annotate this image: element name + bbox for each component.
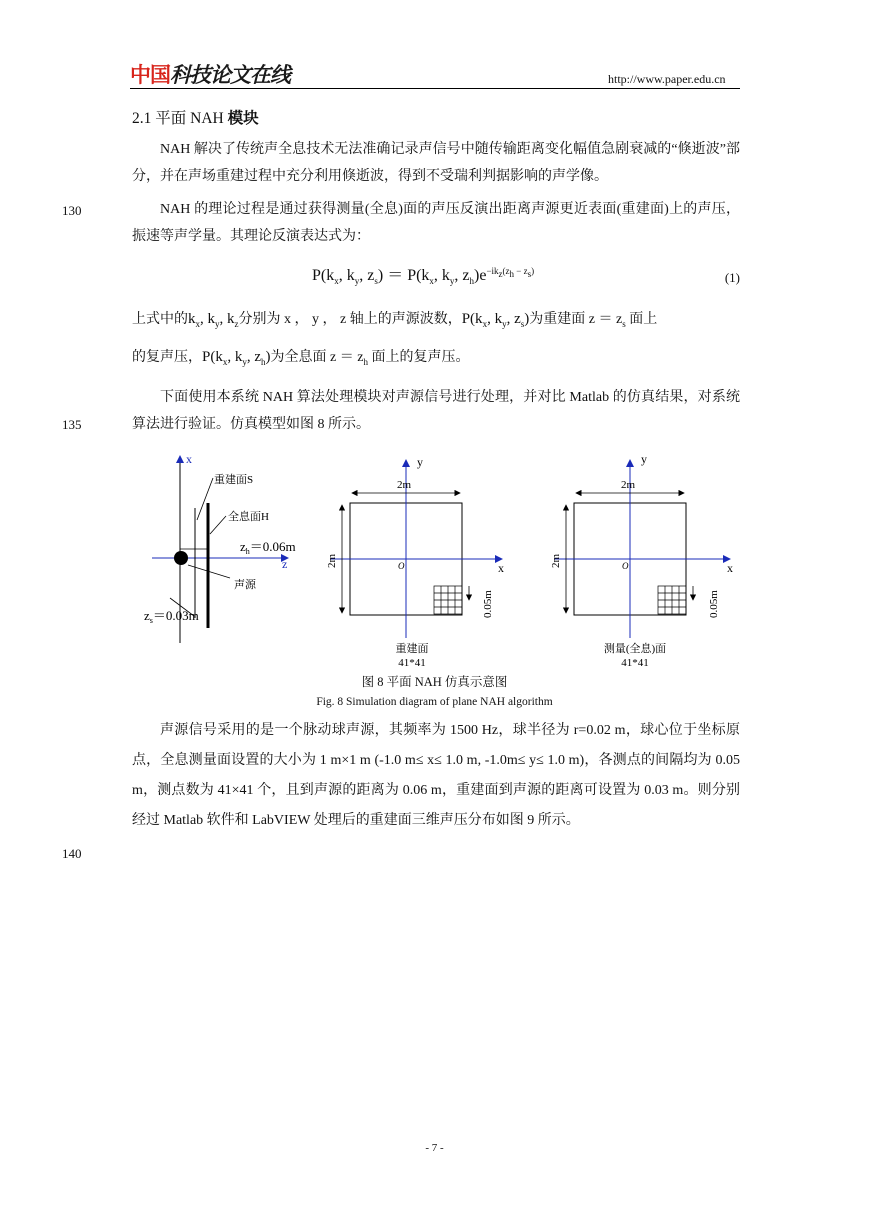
recon-plane-label: 重建面S (214, 474, 254, 486)
side-x-arrow-icon (176, 455, 184, 463)
section-number: 2.1 (132, 110, 152, 127)
section-title-bold: 模块 (227, 110, 259, 127)
header-rule (130, 88, 740, 89)
holo-leader (210, 516, 226, 534)
meas-measurement-grid (658, 586, 686, 614)
p3-text-d: 面上 (625, 312, 658, 327)
recon-x-label: x (498, 561, 504, 575)
sound-source-dot (174, 551, 188, 565)
logo-black-text: 科技论文在线 (170, 63, 290, 87)
paragraph-3: 上式中的$k_x$, $k_y$, $k_z$分别为 x ， y ， z 轴上的声源波数，$P(k_x$, $k_y$, $z_s$)为重建面 $z = z_s$ 面上 (132, 311, 658, 329)
meas-spacing-label: 0.05m (708, 590, 720, 618)
equation-1 (132, 262, 740, 292)
figure-caption-en: Fig. 8 Simulation diagram of plane NAH algorithm (316, 696, 553, 708)
section-title-pre: 平面 NAH (155, 110, 228, 127)
zs-label: $z_s=0.03m$ (144, 608, 199, 625)
holo-plane-label: 全息面H (228, 511, 269, 523)
zh-label: $z_h=0.06m$ (240, 539, 296, 556)
paragraph-2: NAH 的理论过程是通过获得测量(全息)面的声压反演出距离声源更近表面(重建面)上的声压，振速等声学量。其理论反演表达式为： (132, 202, 740, 244)
side-x-label: x (186, 452, 192, 466)
figure-caption-cn: 图 8 平面 NAH 仿真示意图 (361, 675, 508, 689)
equation-number: (1) (724, 270, 740, 285)
p3-text-b: 分别为 x ， y ， z 轴上的声源波数， (238, 312, 462, 327)
recon-plane-name: 重建面 (395, 643, 429, 655)
side-z-label: z (282, 557, 288, 571)
line-number-140: 140 (62, 846, 82, 861)
meas-height-label: 2m (550, 553, 562, 568)
recon-leader (197, 478, 213, 520)
p4-text-b: 为全息面 z ＝ z (270, 350, 364, 365)
paragraph-5: 下面使用本系统 NAH 算法处理模块对声源信号进行处理，并对比 Matlab 的仿真结果，对系统算法进行验证。仿真模型如图 8 所示。 (132, 390, 740, 432)
figure-8-diagram (130, 448, 750, 673)
paragraph-6: 声源信号采用的是一个脉动球声源，其频率为 1500 Hz，球半径为 r=0.02 m，球心位于坐标原点，全息测量面设置的大小为 1 m×1 m (-1.0 m≤ x≤ 1.0 m, -1.0m≤ y≤ 1.0 m)，各测点的间隔均为 0.05 m，测点数为 41×41 个，且到声源的距离为 0.06 m，重建面到声源的距离可设置为 0.03 m。则分别经过 Matlab 软件和 LabVIEW 处理后的重建面三维声压分布如图 9 所示。 (132, 723, 740, 828)
side-view (144, 452, 296, 643)
recon-plane-grid: 41*41 (398, 657, 426, 669)
p4-text-c: 面上的复声压。 (367, 350, 470, 365)
header-url: http://www.paper.edu.cn (608, 72, 726, 86)
site-logo (130, 62, 290, 88)
p4-text-a: 的复声压， (132, 350, 202, 365)
plane-reconstruction (326, 455, 504, 669)
section-heading (132, 106, 259, 128)
recon-height-label: 2m (326, 553, 338, 568)
meas-x-label: x (727, 561, 733, 575)
equation-body: $P(k_x$, $k_y$, $z_s) = P(k_x$, $k_y$, $z_h)e^{-ik_z(z_h - z_s)}$ (312, 265, 535, 287)
line-number-135: 135 (62, 417, 82, 432)
meas-plane-name: 测量(全息)面 (603, 643, 667, 655)
recon-measurement-grid (434, 586, 462, 614)
p3-text-a: 上式中的 (132, 312, 188, 327)
meas-y-label: y (641, 452, 647, 466)
recon-origin-label: O (398, 561, 405, 571)
meas-width-label: 2m (621, 479, 636, 491)
meas-origin-label: O (622, 561, 629, 571)
source-label: 声源 (234, 579, 256, 591)
paragraph-4: 的复声压，$P(k_x$, $k_y$, $z_h$)为全息面 $z = z_h$ 面上的复声压。 (132, 349, 470, 367)
recon-width-label: 2m (397, 479, 412, 491)
meas-plane-grid: 41*41 (621, 657, 649, 669)
recon-y-label: y (417, 455, 423, 469)
page-number: - 7 - (425, 1142, 444, 1154)
paragraph-1: NAH 解决了传统声全息技术无法准确记录声信号中随传输距离变化幅值急剧衰减的“倏逝波”部分，并在声场重建过程中充分利用倏逝波，得到不受瑞利判据影响的声学像。 (132, 142, 740, 184)
recon-spacing-label: 0.05m (482, 590, 494, 618)
p3-text-c: 为重建面 z ＝ z (529, 312, 623, 327)
plane-measurement (550, 452, 733, 669)
logo-red-text: 中国 (130, 63, 170, 87)
line-number-130: 130 (62, 203, 82, 218)
